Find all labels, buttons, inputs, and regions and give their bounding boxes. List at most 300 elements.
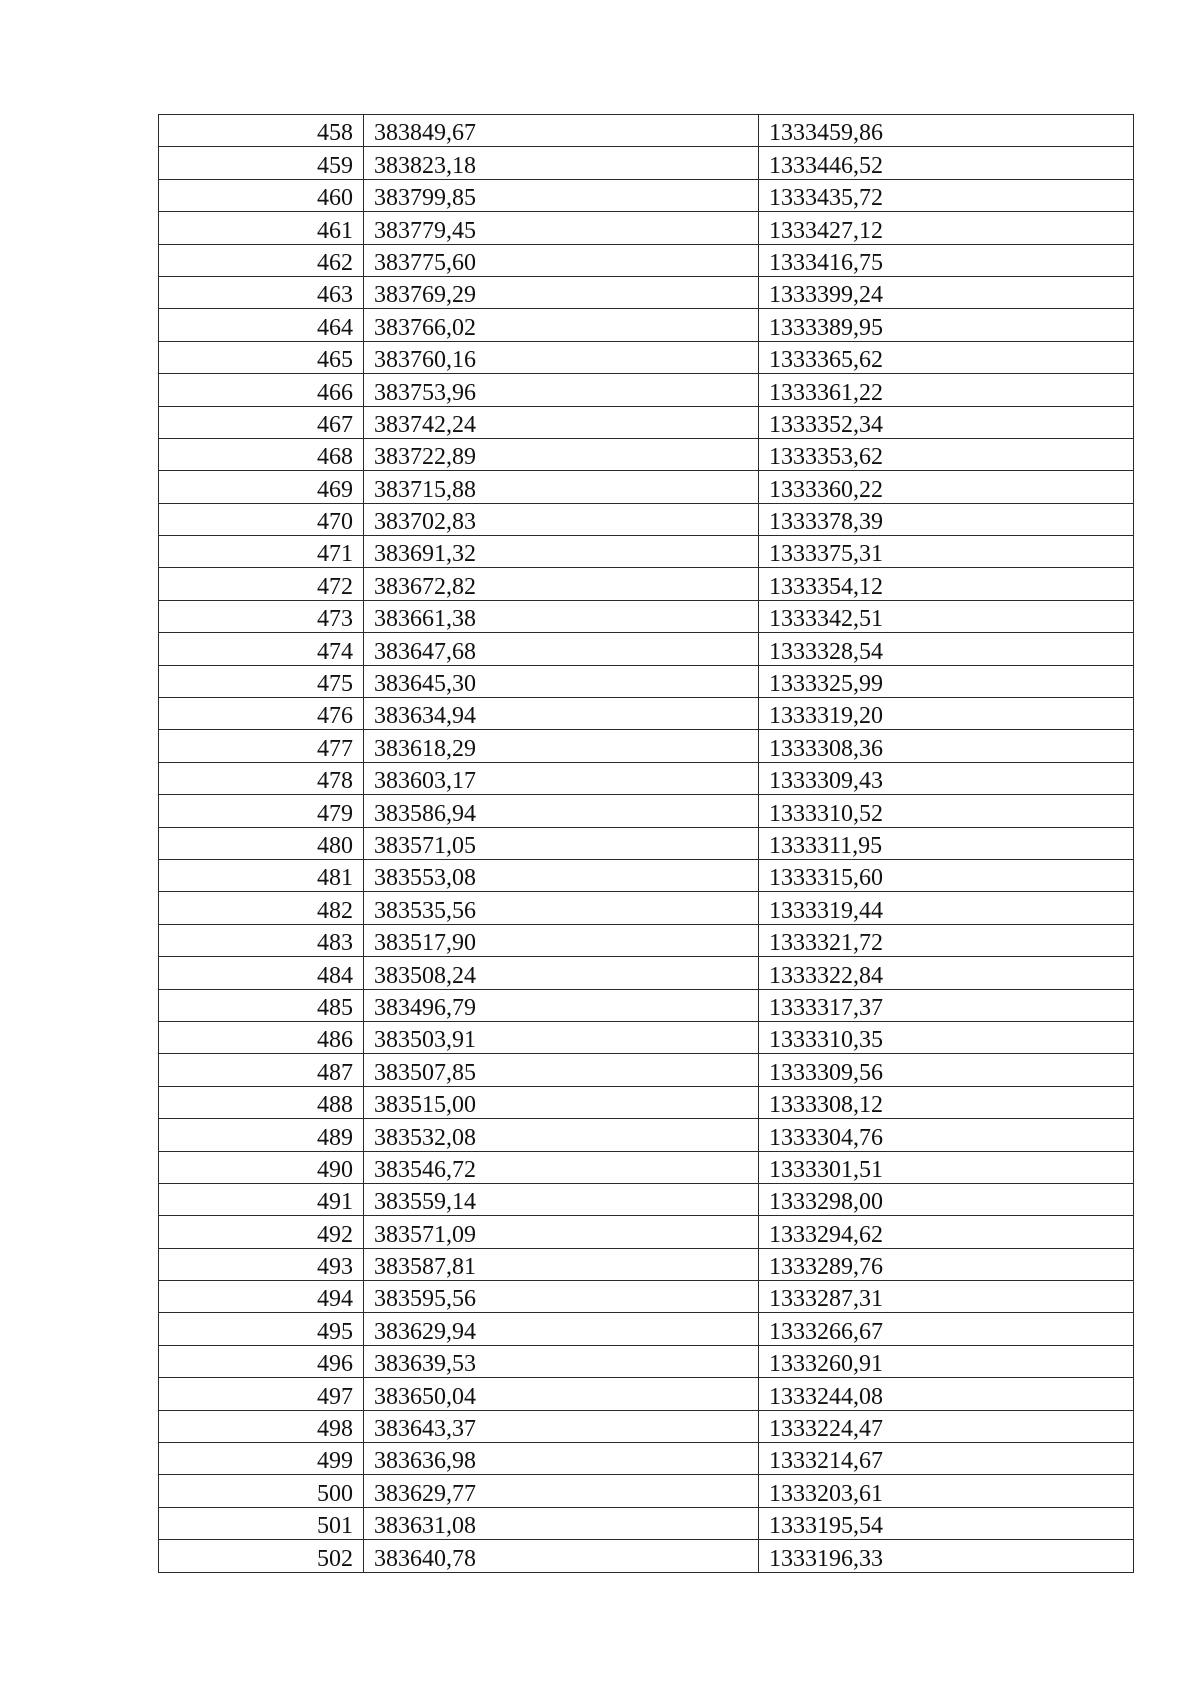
- point-number-cell-text: 474: [317, 638, 353, 665]
- y-coordinate-cell-text: 1333352,34: [769, 411, 883, 438]
- y-coordinate-cell: [759, 406, 1134, 438]
- y-coordinate-cell-text: 1333353,62: [769, 444, 883, 471]
- point-number-cell: [159, 1119, 364, 1151]
- x-coordinate-cell: [364, 1443, 759, 1475]
- table-row: [159, 600, 1134, 632]
- y-coordinate-cell: [759, 503, 1134, 535]
- x-coordinate-cell: [364, 827, 759, 859]
- point-number-cell-text: 473: [317, 606, 353, 633]
- y-coordinate-cell-text: 1333244,08: [769, 1383, 883, 1410]
- y-coordinate-cell: [759, 147, 1134, 179]
- y-coordinate-cell-text: 1333328,54: [769, 638, 883, 665]
- y-coordinate-cell-text: 1333446,52: [769, 152, 883, 179]
- x-coordinate-cell: [364, 892, 759, 924]
- point-number-cell: [159, 1410, 364, 1442]
- point-number-cell: [159, 341, 364, 373]
- x-coordinate-cell: [364, 730, 759, 762]
- point-number-cell-text: 495: [317, 1318, 353, 1345]
- table-row: [159, 1507, 1134, 1539]
- x-coordinate-cell: [364, 406, 759, 438]
- y-coordinate-cell: [759, 698, 1134, 730]
- x-coordinate-cell-text: 383631,08: [374, 1513, 476, 1540]
- table-row: [159, 276, 1134, 308]
- x-coordinate-cell-text: 383775,60: [374, 249, 476, 276]
- y-coordinate-cell: [759, 1378, 1134, 1410]
- point-number-cell: [159, 568, 364, 600]
- table-row: [159, 827, 1134, 859]
- table-row: [159, 115, 1134, 147]
- y-coordinate-cell: [759, 309, 1134, 341]
- x-coordinate-cell-text: 383753,96: [374, 379, 476, 406]
- y-coordinate-cell: [759, 989, 1134, 1021]
- y-coordinate-cell-text: 1333317,37: [769, 994, 883, 1021]
- table-row: [159, 1119, 1134, 1151]
- point-number-cell: [159, 212, 364, 244]
- y-coordinate-cell: [759, 276, 1134, 308]
- x-coordinate-cell-text: 383571,09: [374, 1221, 476, 1248]
- point-number-cell-text: 478: [317, 768, 353, 795]
- point-number-cell-text: 467: [317, 411, 353, 438]
- x-coordinate-cell: [364, 633, 759, 665]
- point-number-cell-text: 472: [317, 573, 353, 600]
- point-number-cell-text: 498: [317, 1416, 353, 1443]
- x-coordinate-cell-text: 383643,37: [374, 1416, 476, 1443]
- point-number-cell-text: 463: [317, 282, 353, 309]
- table-row: [159, 957, 1134, 989]
- x-coordinate-cell-text: 383823,18: [374, 152, 476, 179]
- point-number-cell: [159, 1216, 364, 1248]
- point-number-cell: [159, 406, 364, 438]
- y-coordinate-cell-text: 1333354,12: [769, 573, 883, 600]
- point-number-cell-text: 489: [317, 1124, 353, 1151]
- table-row: [159, 1540, 1134, 1572]
- x-coordinate-cell: [364, 1313, 759, 1345]
- table-row: [159, 633, 1134, 665]
- point-number-cell-text: 476: [317, 703, 353, 730]
- point-number-cell: [159, 1086, 364, 1118]
- y-coordinate-cell: [759, 568, 1134, 600]
- table-row: [159, 212, 1134, 244]
- y-coordinate-cell-text: 1333309,56: [769, 1059, 883, 1086]
- point-number-cell-text: 470: [317, 509, 353, 536]
- point-number-cell-text: 499: [317, 1448, 353, 1475]
- point-number-cell-text: 482: [317, 897, 353, 924]
- x-coordinate-cell: [364, 1345, 759, 1377]
- point-number-cell-text: 461: [317, 217, 353, 244]
- y-coordinate-cell: [759, 471, 1134, 503]
- y-coordinate-cell: [759, 1313, 1134, 1345]
- x-coordinate-cell: [364, 276, 759, 308]
- x-coordinate-cell-text: 383799,85: [374, 185, 476, 212]
- y-coordinate-cell-text: 1333361,22: [769, 379, 883, 406]
- table-row: [159, 1183, 1134, 1215]
- table-row: [159, 536, 1134, 568]
- x-coordinate-cell: [364, 1086, 759, 1118]
- x-coordinate-cell-text: 383546,72: [374, 1156, 476, 1183]
- x-coordinate-cell: [364, 1378, 759, 1410]
- y-coordinate-cell: [759, 341, 1134, 373]
- point-number-cell: [159, 698, 364, 730]
- y-coordinate-cell-text: 1333435,72: [769, 185, 883, 212]
- x-coordinate-cell: [364, 1281, 759, 1313]
- table-row: [159, 924, 1134, 956]
- point-number-cell: [159, 1054, 364, 1086]
- point-number-cell: [159, 536, 364, 568]
- point-number-cell: [159, 1507, 364, 1539]
- point-number-cell: [159, 1248, 364, 1280]
- y-coordinate-cell-text: 1333287,31: [769, 1286, 883, 1313]
- x-coordinate-cell-text: 383517,90: [374, 930, 476, 957]
- table-row: [159, 698, 1134, 730]
- point-number-cell-text: 488: [317, 1092, 353, 1119]
- point-number-cell-text: 480: [317, 832, 353, 859]
- y-coordinate-cell: [759, 1345, 1134, 1377]
- x-coordinate-cell: [364, 568, 759, 600]
- y-coordinate-cell: [759, 633, 1134, 665]
- y-coordinate-cell: [759, 1119, 1134, 1151]
- point-number-cell: [159, 730, 364, 762]
- table-row: [159, 1216, 1134, 1248]
- point-number-cell-text: 481: [317, 865, 353, 892]
- y-coordinate-cell-text: 1333195,54: [769, 1513, 883, 1540]
- x-coordinate-cell-text: 383508,24: [374, 962, 476, 989]
- x-coordinate-cell-text: 383742,24: [374, 411, 476, 438]
- table-row: [159, 503, 1134, 535]
- x-coordinate-cell-text: 383586,94: [374, 800, 476, 827]
- y-coordinate-cell-text: 1333319,20: [769, 703, 883, 730]
- x-coordinate-cell-text: 383722,89: [374, 444, 476, 471]
- point-number-cell: [159, 633, 364, 665]
- x-coordinate-cell: [364, 665, 759, 697]
- y-coordinate-cell-text: 1333304,76: [769, 1124, 883, 1151]
- y-coordinate-cell-text: 1333315,60: [769, 865, 883, 892]
- point-number-cell-text: 466: [317, 379, 353, 406]
- y-coordinate-cell: [759, 1216, 1134, 1248]
- table-row: [159, 1378, 1134, 1410]
- point-number-cell-text: 479: [317, 800, 353, 827]
- point-number-cell: [159, 1151, 364, 1183]
- y-coordinate-cell-text: 1333399,24: [769, 282, 883, 309]
- x-coordinate-cell-text: 383636,98: [374, 1448, 476, 1475]
- x-coordinate-cell-text: 383553,08: [374, 865, 476, 892]
- y-coordinate-cell-text: 1333319,44: [769, 897, 883, 924]
- y-coordinate-cell-text: 1333311,95: [769, 832, 883, 859]
- y-coordinate-cell-text: 1333389,95: [769, 314, 883, 341]
- y-coordinate-cell-text: 1333325,99: [769, 671, 883, 698]
- y-coordinate-cell: [759, 115, 1134, 147]
- point-number-cell-text: 494: [317, 1286, 353, 1313]
- x-coordinate-cell-text: 383515,00: [374, 1092, 476, 1119]
- y-coordinate-cell: [759, 957, 1134, 989]
- point-number-cell: [159, 1475, 364, 1507]
- x-coordinate-cell-text: 383672,82: [374, 573, 476, 600]
- x-coordinate-cell-text: 383496,79: [374, 994, 476, 1021]
- y-coordinate-cell-text: 1333321,72: [769, 930, 883, 957]
- table-row: [159, 795, 1134, 827]
- point-number-cell: [159, 989, 364, 1021]
- table-row: [159, 1248, 1134, 1280]
- x-coordinate-cell-text: 383760,16: [374, 347, 476, 374]
- point-number-cell: [159, 471, 364, 503]
- table-row: [159, 1054, 1134, 1086]
- y-coordinate-cell: [759, 212, 1134, 244]
- y-coordinate-cell: [759, 1507, 1134, 1539]
- point-number-cell-text: 468: [317, 444, 353, 471]
- point-number-cell-text: 491: [317, 1189, 353, 1216]
- x-coordinate-cell: [364, 503, 759, 535]
- point-number-cell: [159, 600, 364, 632]
- table-row: [159, 989, 1134, 1021]
- y-coordinate-cell: [759, 1021, 1134, 1053]
- y-coordinate-cell-text: 1333459,86: [769, 120, 883, 147]
- x-coordinate-cell-text: 383507,85: [374, 1059, 476, 1086]
- y-coordinate-cell-text: 1333214,67: [769, 1448, 883, 1475]
- point-number-cell: [159, 147, 364, 179]
- y-coordinate-cell: [759, 244, 1134, 276]
- x-coordinate-cell-text: 383532,08: [374, 1124, 476, 1151]
- y-coordinate-cell: [759, 536, 1134, 568]
- x-coordinate-cell: [364, 1021, 759, 1053]
- table-row: [159, 1313, 1134, 1345]
- y-coordinate-cell-text: 1333203,61: [769, 1480, 883, 1507]
- table-row: [159, 438, 1134, 470]
- y-coordinate-cell: [759, 795, 1134, 827]
- point-number-cell: [159, 503, 364, 535]
- point-number-cell-text: 469: [317, 476, 353, 503]
- y-coordinate-cell-text: 1333342,51: [769, 606, 883, 633]
- x-coordinate-cell: [364, 1410, 759, 1442]
- table-row: [159, 892, 1134, 924]
- x-coordinate-cell: [364, 212, 759, 244]
- y-coordinate-cell-text: 1333294,62: [769, 1221, 883, 1248]
- point-number-cell: [159, 924, 364, 956]
- point-number-cell: [159, 115, 364, 147]
- x-coordinate-cell-text: 383645,30: [374, 671, 476, 698]
- point-number-cell: [159, 1443, 364, 1475]
- point-number-cell: [159, 1540, 364, 1572]
- point-number-cell: [159, 244, 364, 276]
- x-coordinate-cell-text: 383535,56: [374, 897, 476, 924]
- y-coordinate-cell: [759, 374, 1134, 406]
- x-coordinate-cell-text: 383629,94: [374, 1318, 476, 1345]
- point-number-cell: [159, 827, 364, 859]
- x-coordinate-cell: [364, 1475, 759, 1507]
- y-coordinate-cell-text: 1333416,75: [769, 249, 883, 276]
- x-coordinate-cell-text: 383650,04: [374, 1383, 476, 1410]
- x-coordinate-cell: [364, 859, 759, 891]
- table-row: [159, 147, 1134, 179]
- point-number-cell: [159, 276, 364, 308]
- point-number-cell: [159, 1378, 364, 1410]
- point-number-cell-text: 490: [317, 1156, 353, 1183]
- table-row: [159, 762, 1134, 794]
- x-coordinate-cell-text: 383640,78: [374, 1545, 476, 1572]
- table-row: [159, 1475, 1134, 1507]
- point-number-cell-text: 458: [317, 120, 353, 147]
- x-coordinate-cell: [364, 698, 759, 730]
- y-coordinate-cell-text: 1333266,67: [769, 1318, 883, 1345]
- x-coordinate-cell: [364, 1540, 759, 1572]
- table-row: [159, 1021, 1134, 1053]
- point-number-cell: [159, 795, 364, 827]
- x-coordinate-cell: [364, 1507, 759, 1539]
- x-coordinate-cell: [364, 1119, 759, 1151]
- y-coordinate-cell: [759, 859, 1134, 891]
- table-row: [159, 374, 1134, 406]
- point-number-cell: [159, 1183, 364, 1215]
- y-coordinate-cell-text: 1333289,76: [769, 1254, 883, 1281]
- x-coordinate-cell-text: 383603,17: [374, 768, 476, 795]
- table-row: [159, 1345, 1134, 1377]
- point-number-cell-text: 459: [317, 152, 353, 179]
- point-number-cell: [159, 1345, 364, 1377]
- table-row: [159, 1410, 1134, 1442]
- point-number-cell: [159, 665, 364, 697]
- x-coordinate-cell: [364, 179, 759, 211]
- y-coordinate-cell-text: 1333378,39: [769, 509, 883, 536]
- y-coordinate-cell: [759, 730, 1134, 762]
- y-coordinate-cell-text: 1333308,12: [769, 1092, 883, 1119]
- x-coordinate-cell-text: 383647,68: [374, 638, 476, 665]
- table-row: [159, 1281, 1134, 1313]
- y-coordinate-cell-text: 1333310,35: [769, 1027, 883, 1054]
- x-coordinate-cell: [364, 374, 759, 406]
- y-coordinate-cell-text: 1333224,47: [769, 1416, 883, 1443]
- y-coordinate-cell-text: 1333309,43: [769, 768, 883, 795]
- point-number-cell-text: 501: [317, 1513, 353, 1540]
- y-coordinate-cell: [759, 1054, 1134, 1086]
- x-coordinate-cell-text: 383661,38: [374, 606, 476, 633]
- coordinates-table-body: [159, 115, 1134, 1573]
- table-row: [159, 406, 1134, 438]
- point-number-cell-text: 462: [317, 249, 353, 276]
- x-coordinate-cell-text: 383639,53: [374, 1351, 476, 1378]
- table-row: [159, 341, 1134, 373]
- table-row: [159, 665, 1134, 697]
- x-coordinate-cell: [364, 309, 759, 341]
- x-coordinate-cell-text: 383849,67: [374, 120, 476, 147]
- x-coordinate-cell: [364, 471, 759, 503]
- point-number-cell: [159, 438, 364, 470]
- x-coordinate-cell: [364, 341, 759, 373]
- y-coordinate-cell-text: 1333301,51: [769, 1156, 883, 1183]
- point-number-cell: [159, 374, 364, 406]
- y-coordinate-cell: [759, 827, 1134, 859]
- point-number-cell-text: 464: [317, 314, 353, 341]
- x-coordinate-cell-text: 383634,94: [374, 703, 476, 730]
- x-coordinate-cell: [364, 957, 759, 989]
- x-coordinate-cell-text: 383571,05: [374, 832, 476, 859]
- x-coordinate-cell: [364, 536, 759, 568]
- point-number-cell-text: 477: [317, 735, 353, 762]
- point-number-cell: [159, 1313, 364, 1345]
- point-number-cell: [159, 859, 364, 891]
- x-coordinate-cell: [364, 1248, 759, 1280]
- table-row: [159, 1443, 1134, 1475]
- x-coordinate-cell: [364, 600, 759, 632]
- x-coordinate-cell-text: 383769,29: [374, 282, 476, 309]
- x-coordinate-cell-text: 383779,45: [374, 217, 476, 244]
- y-coordinate-cell: [759, 438, 1134, 470]
- y-coordinate-cell: [759, 1248, 1134, 1280]
- y-coordinate-cell: [759, 1410, 1134, 1442]
- x-coordinate-cell: [364, 1054, 759, 1086]
- y-coordinate-cell-text: 1333260,91: [769, 1351, 883, 1378]
- x-coordinate-cell-text: 383702,83: [374, 509, 476, 536]
- x-coordinate-cell-text: 383629,77: [374, 1480, 476, 1507]
- x-coordinate-cell-text: 383691,32: [374, 541, 476, 568]
- y-coordinate-cell: [759, 1151, 1134, 1183]
- point-number-cell-text: 485: [317, 994, 353, 1021]
- y-coordinate-cell-text: 1333298,00: [769, 1189, 883, 1216]
- y-coordinate-cell: [759, 1540, 1134, 1572]
- x-coordinate-cell: [364, 115, 759, 147]
- point-number-cell-text: 486: [317, 1027, 353, 1054]
- table-row: [159, 730, 1134, 762]
- x-coordinate-cell: [364, 1216, 759, 1248]
- table-row: [159, 1086, 1134, 1118]
- x-coordinate-cell: [364, 795, 759, 827]
- y-coordinate-cell-text: 1333308,36: [769, 735, 883, 762]
- y-coordinate-cell-text: 1333365,62: [769, 347, 883, 374]
- point-number-cell-text: 496: [317, 1351, 353, 1378]
- point-number-cell-text: 492: [317, 1221, 353, 1248]
- point-number-cell-text: 502: [317, 1545, 353, 1572]
- table-row: [159, 568, 1134, 600]
- x-coordinate-cell-text: 383595,56: [374, 1286, 476, 1313]
- point-number-cell: [159, 1021, 364, 1053]
- y-coordinate-cell: [759, 1475, 1134, 1507]
- y-coordinate-cell: [759, 1183, 1134, 1215]
- point-number-cell: [159, 957, 364, 989]
- x-coordinate-cell-text: 383503,91: [374, 1027, 476, 1054]
- y-coordinate-cell: [759, 665, 1134, 697]
- y-coordinate-cell-text: 1333375,31: [769, 541, 883, 568]
- point-number-cell-text: 471: [317, 541, 353, 568]
- y-coordinate-cell: [759, 762, 1134, 794]
- point-number-cell-text: 465: [317, 347, 353, 374]
- x-coordinate-cell-text: 383766,02: [374, 314, 476, 341]
- x-coordinate-cell: [364, 244, 759, 276]
- table-row: [159, 179, 1134, 211]
- coordinates-table: [158, 114, 1134, 1573]
- y-coordinate-cell: [759, 1086, 1134, 1118]
- x-coordinate-cell: [364, 762, 759, 794]
- x-coordinate-cell-text: 383715,88: [374, 476, 476, 503]
- y-coordinate-cell: [759, 892, 1134, 924]
- y-coordinate-cell: [759, 924, 1134, 956]
- point-number-cell-text: 500: [317, 1480, 353, 1507]
- y-coordinate-cell: [759, 1443, 1134, 1475]
- x-coordinate-cell: [364, 989, 759, 1021]
- point-number-cell-text: 493: [317, 1254, 353, 1281]
- table-row: [159, 1151, 1134, 1183]
- point-number-cell: [159, 179, 364, 211]
- x-coordinate-cell-text: 383618,29: [374, 735, 476, 762]
- x-coordinate-cell: [364, 438, 759, 470]
- point-number-cell-text: 460: [317, 185, 353, 212]
- x-coordinate-cell: [364, 924, 759, 956]
- y-coordinate-cell: [759, 1281, 1134, 1313]
- point-number-cell: [159, 309, 364, 341]
- y-coordinate-cell: [759, 179, 1134, 211]
- y-coordinate-cell: [759, 600, 1134, 632]
- point-number-cell-text: 483: [317, 930, 353, 957]
- point-number-cell-text: 487: [317, 1059, 353, 1086]
- y-coordinate-cell-text: 1333322,84: [769, 962, 883, 989]
- x-coordinate-cell: [364, 147, 759, 179]
- x-coordinate-cell: [364, 1183, 759, 1215]
